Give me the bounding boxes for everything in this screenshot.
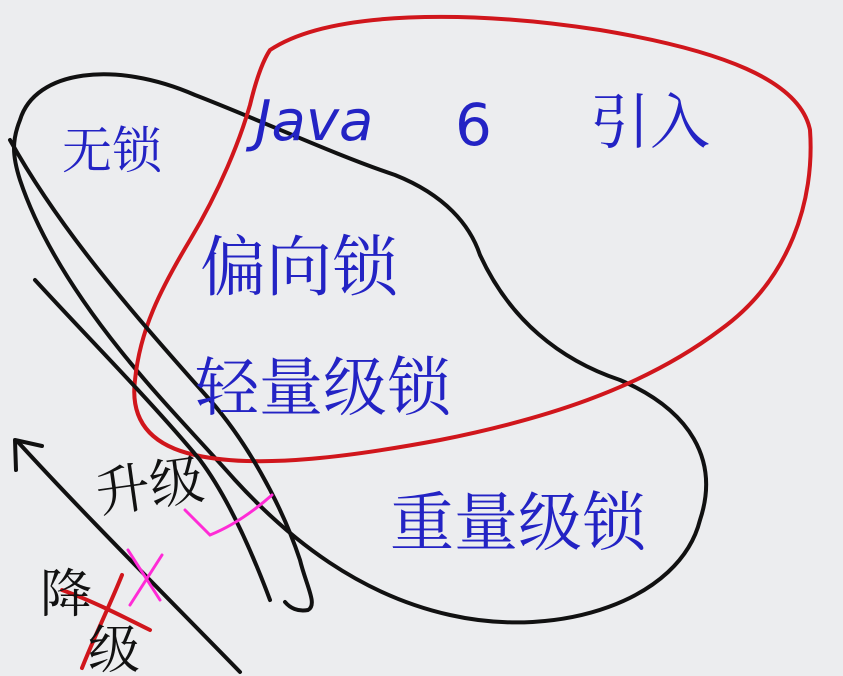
downgrade-cross-mark (128, 550, 162, 605)
state-biased-lock: 偏向锁 (200, 229, 398, 306)
arrow-upgrade-label: 升级 (92, 447, 208, 526)
state-heavyweight-lock: 重量级锁 (390, 487, 646, 561)
title-introduced: 引入 (590, 88, 710, 158)
state-lightweight-lock: 轻量级锁 (195, 352, 451, 426)
title-java: Java (255, 89, 374, 154)
state-no-lock: 无锁 (62, 122, 162, 180)
arrow-downgrade-label-bottom: 级 (88, 621, 141, 676)
arrow-downgrade-label-top: 降 (40, 565, 93, 625)
upgrade-band-lower (35, 280, 270, 600)
title-version: 6 (455, 91, 492, 159)
